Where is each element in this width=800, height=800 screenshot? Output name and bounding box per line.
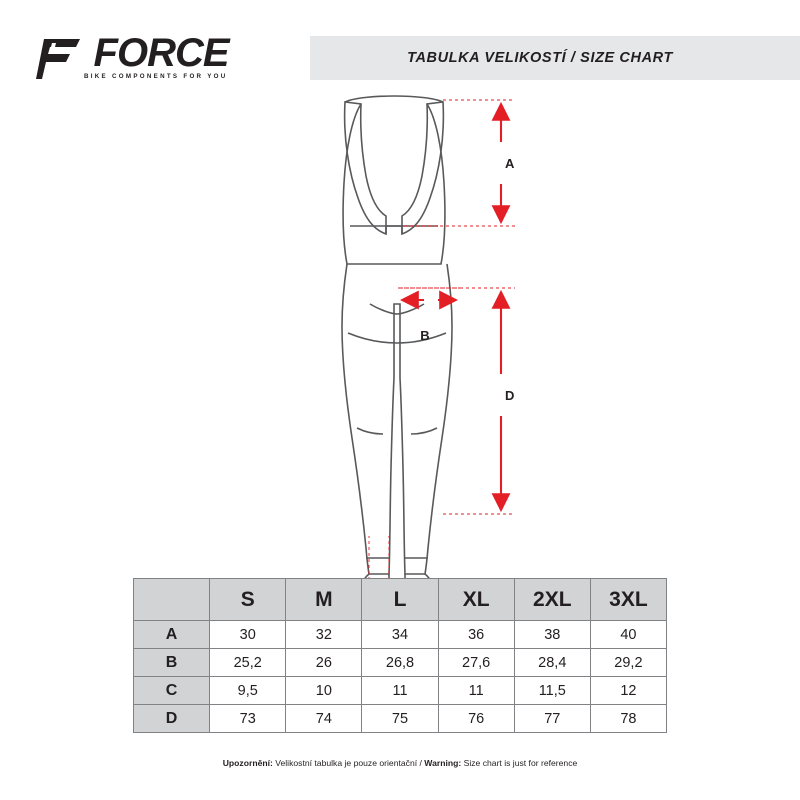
cell-b-s: 25,2 bbox=[210, 649, 286, 677]
cell-d-xl: 76 bbox=[438, 705, 514, 733]
cell-d-l: 75 bbox=[362, 705, 438, 733]
column-header-m: M bbox=[286, 579, 362, 621]
page-header bbox=[0, 31, 800, 81]
table-row bbox=[134, 621, 667, 649]
table-row bbox=[134, 649, 667, 677]
cell-a-l: 34 bbox=[362, 621, 438, 649]
cell-d-2xl: 77 bbox=[514, 705, 590, 733]
cell-c-2xl: 11,5 bbox=[514, 677, 590, 705]
logo-tagline: BIKE COMPONENTS FOR YOU bbox=[84, 73, 228, 81]
cell-b-l: 26,8 bbox=[362, 649, 438, 677]
table-row bbox=[134, 705, 667, 733]
garment-outline bbox=[342, 96, 452, 599]
row-label-d: D bbox=[134, 705, 210, 733]
column-header-xl: XL bbox=[438, 579, 514, 621]
dimension-label-d: D bbox=[505, 388, 515, 403]
cell-a-2xl: 38 bbox=[514, 621, 590, 649]
bib-tights-diagram bbox=[0, 78, 800, 578]
cell-d-3xl: 78 bbox=[590, 705, 666, 733]
cell-b-2xl: 28,4 bbox=[514, 649, 590, 677]
footnote bbox=[133, 758, 667, 768]
table-corner-cell bbox=[134, 579, 210, 621]
cell-c-l: 11 bbox=[362, 677, 438, 705]
measure-guides bbox=[369, 100, 515, 598]
cell-a-m: 32 bbox=[286, 621, 362, 649]
cell-d-s: 73 bbox=[210, 705, 286, 733]
column-header-s: S bbox=[210, 579, 286, 621]
diagram-svg bbox=[0, 78, 800, 578]
footnote-en-label: Warning: bbox=[424, 758, 462, 768]
column-header-2xl: 2XL bbox=[514, 579, 590, 621]
force-f-mark-icon bbox=[36, 37, 82, 81]
cell-a-3xl: 40 bbox=[590, 621, 666, 649]
header-title-bar bbox=[310, 36, 800, 80]
cell-b-m: 26 bbox=[286, 649, 362, 677]
column-header-3xl: 3XL bbox=[590, 579, 666, 621]
cell-a-s: 30 bbox=[210, 621, 286, 649]
dimension-arrows bbox=[337, 104, 501, 628]
cell-b-xl: 27,6 bbox=[438, 649, 514, 677]
footnote-cz-label: Upozornění: bbox=[222, 758, 273, 768]
table-row bbox=[134, 677, 667, 705]
cell-c-m: 10 bbox=[286, 677, 362, 705]
table-header-row bbox=[134, 579, 667, 621]
dimension-label-a: A bbox=[505, 156, 515, 171]
size-chart-table bbox=[133, 578, 667, 733]
cell-b-3xl: 29,2 bbox=[590, 649, 666, 677]
footnote-en-text: Size chart is just for reference bbox=[461, 758, 578, 768]
row-label-b: B bbox=[134, 649, 210, 677]
logo-wordmark: FORCE bbox=[93, 31, 229, 76]
footnote-cz-text: Velikostní tabulka je pouze orientační / bbox=[272, 758, 425, 768]
row-label-a: A bbox=[134, 621, 210, 649]
size-table-wrapper bbox=[133, 578, 667, 733]
dimension-label-b: B bbox=[420, 328, 430, 343]
cell-c-3xl: 12 bbox=[590, 677, 666, 705]
page-title: TABULKA VELIKOSTÍ / SIZE CHART bbox=[407, 50, 673, 66]
cell-c-xl: 11 bbox=[438, 677, 514, 705]
cell-d-m: 74 bbox=[286, 705, 362, 733]
column-header-l: L bbox=[362, 579, 438, 621]
brand-logo bbox=[0, 31, 310, 81]
cell-a-xl: 36 bbox=[438, 621, 514, 649]
row-label-c: C bbox=[134, 677, 210, 705]
cell-c-s: 9,5 bbox=[210, 677, 286, 705]
